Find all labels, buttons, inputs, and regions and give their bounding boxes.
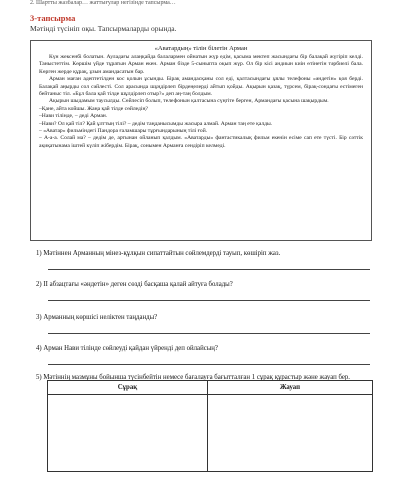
question-number: 2) (36, 281, 42, 288)
answer-line[interactable] (48, 300, 370, 301)
question-4 (36, 345, 376, 354)
task-title: 3-тапсырма (30, 13, 76, 23)
paragraph: Арман маған адептетілден кос қолын ұсынды. Бірақ амандасқаны сол еді, қалтасындағы ұялы телефоны «әндетін» қоя берді. Балақай аңырды сол сәйлесті. Сол арасында шұңдірлеп бірдеңелерді айтып қойды. Ақырын қазақ, түрсем, бірақ-сондағы естімеген бейтаныс тіл. «Бұл бала қай тілде шұлдірлеп отыр?» деп аң-таң болдым. (39, 76, 363, 98)
question-text: Мәтіннен Арманның мінез-құлқын сипаттайтын сөйлемдерді тауып, көшіріп жаз. (43, 250, 281, 257)
reading-text-box (30, 40, 372, 241)
question-cell[interactable] (48, 395, 208, 472)
paragraph: Ақырын шыдамым таусылды. Сөйлесіп болып, телефонын қалтасына сүңгіте берген, Армандағы қасына шақырдым. (49, 98, 329, 105)
dialogue-line: –Нави тілінде, – деді Арман. (39, 113, 108, 120)
task-instruction: Мәтінді түсініп оқы. Тапсырмаларды орында. (30, 24, 177, 33)
question-number: 4) (36, 345, 42, 352)
question-2 (36, 281, 376, 290)
question-number: 1) (36, 250, 42, 257)
answer-cell[interactable] (207, 395, 372, 472)
answer-line[interactable] (48, 364, 370, 365)
question-text: Мәтіннің мазмұны бойынша түсінбейтін немесе бағалауға бағытталған 1 сұрақ құрастыр және жауап бер. (43, 374, 350, 381)
answer-line[interactable] (48, 269, 370, 270)
cut-off-header-text: 2. Шартты жазбалар… жаттығулар негізінде тапсырма… (30, 0, 176, 6)
dialogue-line: – «Аватар» фильміндегі Пандора ғаламшары тұрғындарының тілі ғой. (39, 128, 208, 135)
answer-line[interactable] (48, 333, 370, 334)
column-header-answer: Жауап (207, 381, 372, 395)
reading-title: «Аватардың» тілін білетін Арман (154, 45, 248, 52)
question-text: Арманның көршісі неліктен таңданды? (43, 314, 158, 321)
question-3 (36, 314, 376, 323)
dialogue-line: – А-а-а. Солай ма? – дедім де, артынан ойланып қалдым. «Аватарды» фантастикалық фильм екенін есіме сап ете түсті. Бір сәттік ақиқатынама іштей күліп жібердім. Бірақ, сонымен Арманға сендіріп келмеді. (39, 135, 363, 149)
question-1 (36, 250, 376, 259)
column-header-question: Сұрақ (48, 381, 208, 395)
question-answer-table (47, 380, 373, 472)
dialogue-line: –Қане, айта койшы. Жаңа қай тілде сөйледің? (39, 105, 148, 112)
dialogue-line: –Нави? Ол қай тіл? Қай ұлттың тілі? – дедім таңданысымды жасыра алмай. Арман таң ете қалды. (39, 120, 273, 127)
question-number: 5) (36, 374, 42, 381)
question-text: Арман Нави тілінде сөйлеуді қайдан үйренді деп ойлайсың? (43, 345, 218, 352)
paragraph: Күн жексенбі болатын. Ауладағы алаңқайда балалармен ойнатын жүр едім, қасыма мектеп жасындағы бір балақай жүгіріп келді. Таныстеттім. Көршім үйде тұратын Арман екен. Арман бізде 5-сыныпта оқып жүр. Ол бір кісі андиын киін өтінетін тәрбиелі бала. Көрген жерде құрақ, ұзын амандасатын бар. (39, 54, 363, 75)
question-number: 3) (36, 314, 42, 321)
question-text: ІІ абзацтағы «әндетін» деген сөзді басқаша қалай айтуға болады? (43, 281, 233, 288)
